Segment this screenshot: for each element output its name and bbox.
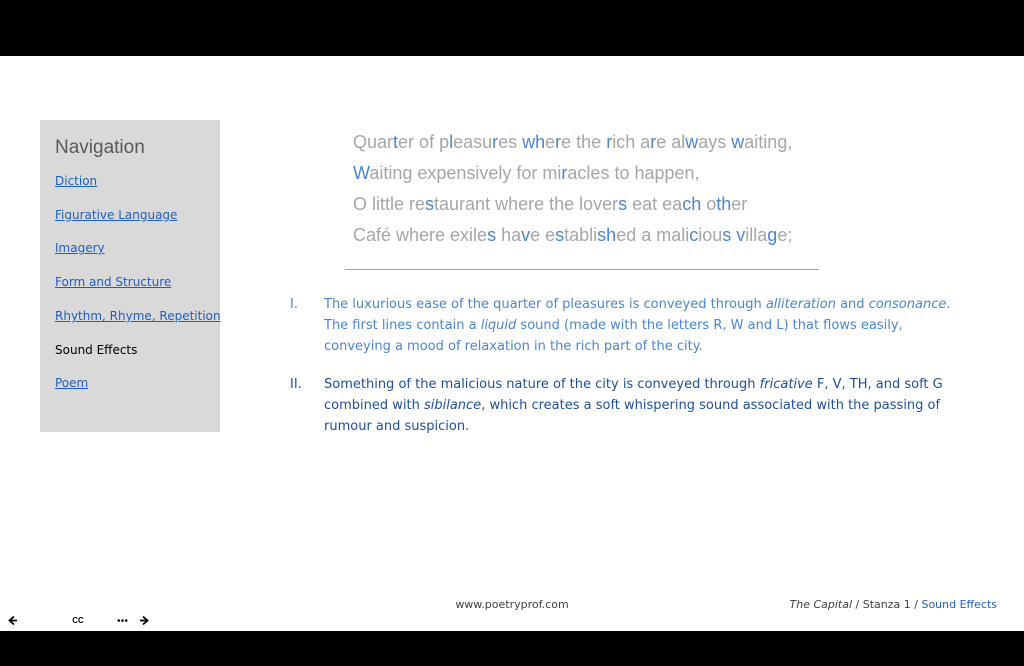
camera-button[interactable] [91,611,109,629]
sound-highlight: ch [682,194,702,214]
poem-text: easu [453,132,493,152]
poem-text: e [545,132,556,152]
sound-highlight: c [689,225,699,245]
analysis-points [290,294,960,454]
player-toolbar [3,610,153,630]
sound-highlight: r [492,132,499,152]
point-text-run: Something of the malicious nature of the city is conveyed through [324,377,760,392]
point-numeral: I. [290,297,298,312]
more-button[interactable] [113,611,131,629]
sound-highlight: t [393,132,399,152]
poem-text: e al [656,132,686,152]
zoom-button[interactable] [47,611,65,629]
breadcrumb-stanza: Stanza 1 [862,598,911,611]
sound-highlight: s [487,225,497,245]
nav-item-form-and-structure[interactable]: Form and Structure [55,275,172,289]
captions-icon [69,613,87,627]
poem-line [353,130,792,161]
footer-url: www.poetryprof.com [455,598,569,611]
sound-highlight: s [555,225,565,245]
poem-text: ays [698,132,732,152]
poem-text: acles to happen, [567,163,700,183]
poem-text: o [701,194,717,214]
point-text-run: F, V, TH, and soft G combined with [324,377,943,413]
sound-highlight: W [353,163,370,183]
poem-text: illa [745,225,768,245]
sound-highlight: g [767,225,778,245]
point-text-run: and [835,297,869,312]
poem-text: e; [777,225,793,245]
breadcrumb-separator: / [910,598,922,611]
point-text-run: , which creates a soft whispering sound associated with the passing of rumour and suspicion. [324,398,941,434]
poem-text: Quar [353,132,394,152]
poem-text: ha [496,225,522,245]
point-text-run: . The first lines contain a [324,297,951,333]
navigation-panel [40,120,220,432]
nav-item-rhythm-rhyme-repetition[interactable]: Rhythm, Rhyme, Repetition [55,309,221,323]
camera-icon [91,613,109,627]
pen-button[interactable] [25,611,43,629]
more-icon [114,612,131,629]
breadcrumb-separator: / [852,598,863,611]
analysis-point [290,374,960,437]
breadcrumb-title: The Capital [789,598,853,611]
point-text [324,294,960,357]
divider [345,269,819,270]
poem-text: iou [698,225,723,245]
poem-line [353,192,792,223]
bottom-bar [0,631,1024,666]
analysis-point [290,294,960,357]
captions-label: CC [72,616,84,625]
poem-text: Café where exile [353,225,488,245]
sound-highlight: th [716,194,732,214]
sound-highlight: w [685,132,699,152]
navigation-title: Navigation [55,137,145,158]
poem-text: e the [561,132,607,152]
sound-highlight: l [449,132,454,152]
point-text-run: The luxurious ease of the quarter of pleasures is conveyed through [324,297,766,312]
sound-highlight: r [650,132,657,152]
nav-item-imagery[interactable]: Imagery [55,241,105,255]
breadcrumb-current: Sound Effects [921,598,997,611]
sound-highlight: r [606,132,613,152]
slide [0,56,1024,631]
poem-text: ed a mali [616,225,690,245]
poem-text: er [731,194,748,214]
term-emphasis: consonance [868,297,947,312]
poem-text: eat ea [627,194,683,214]
poem-text: O little re [353,194,426,214]
poem-line [353,223,792,254]
next-button[interactable] [135,611,153,629]
nav-item-figurative-language[interactable]: Figurative Language [55,208,178,222]
poem-text: er of p [398,132,450,152]
zoom-icon [47,611,65,629]
poem-text: taurant where the lover [434,194,619,214]
point-text-run: sound (made with the letters R, W and L) that flows easily, conveying a mood of relaxation in the rich part of the city. [324,318,903,354]
poem-stanza [353,130,792,254]
captions-button[interactable] [69,611,87,629]
pen-icon [25,611,43,629]
poem-text: ich a [612,132,651,152]
term-emphasis: alliteration [765,297,836,312]
previous-button[interactable] [3,611,21,629]
sound-highlight: s [618,194,628,214]
nav-item-sound-effects: Sound Effects [55,343,138,357]
sound-highlight: wh [522,132,546,152]
sound-highlight: r [561,163,568,183]
sound-highlight: s [425,194,435,214]
point-text [324,374,960,437]
poem-text: es [498,132,523,152]
sound-highlight: w [731,132,745,152]
term-emphasis: liquid [480,318,517,333]
next-icon [136,612,153,629]
term-emphasis: fricative [759,377,813,392]
sound-highlight: v [521,225,531,245]
sound-highlight: s [722,225,732,245]
nav-item-diction[interactable]: Diction [55,174,98,188]
sound-highlight: v [736,225,746,245]
poem-line [353,161,792,192]
nav-item-poem[interactable]: Poem [55,376,89,390]
poem-text: tabli [564,225,598,245]
poem-text: e e [530,225,556,245]
sound-highlight: r [555,132,562,152]
term-emphasis: sibilance [423,398,482,413]
sound-highlight: sh [597,225,617,245]
poem-text: aiting expensively for mi [369,163,562,183]
poem-text: aiting, [744,132,793,152]
previous-icon [4,612,21,629]
breadcrumb [790,598,998,611]
point-numeral: II. [290,377,302,392]
